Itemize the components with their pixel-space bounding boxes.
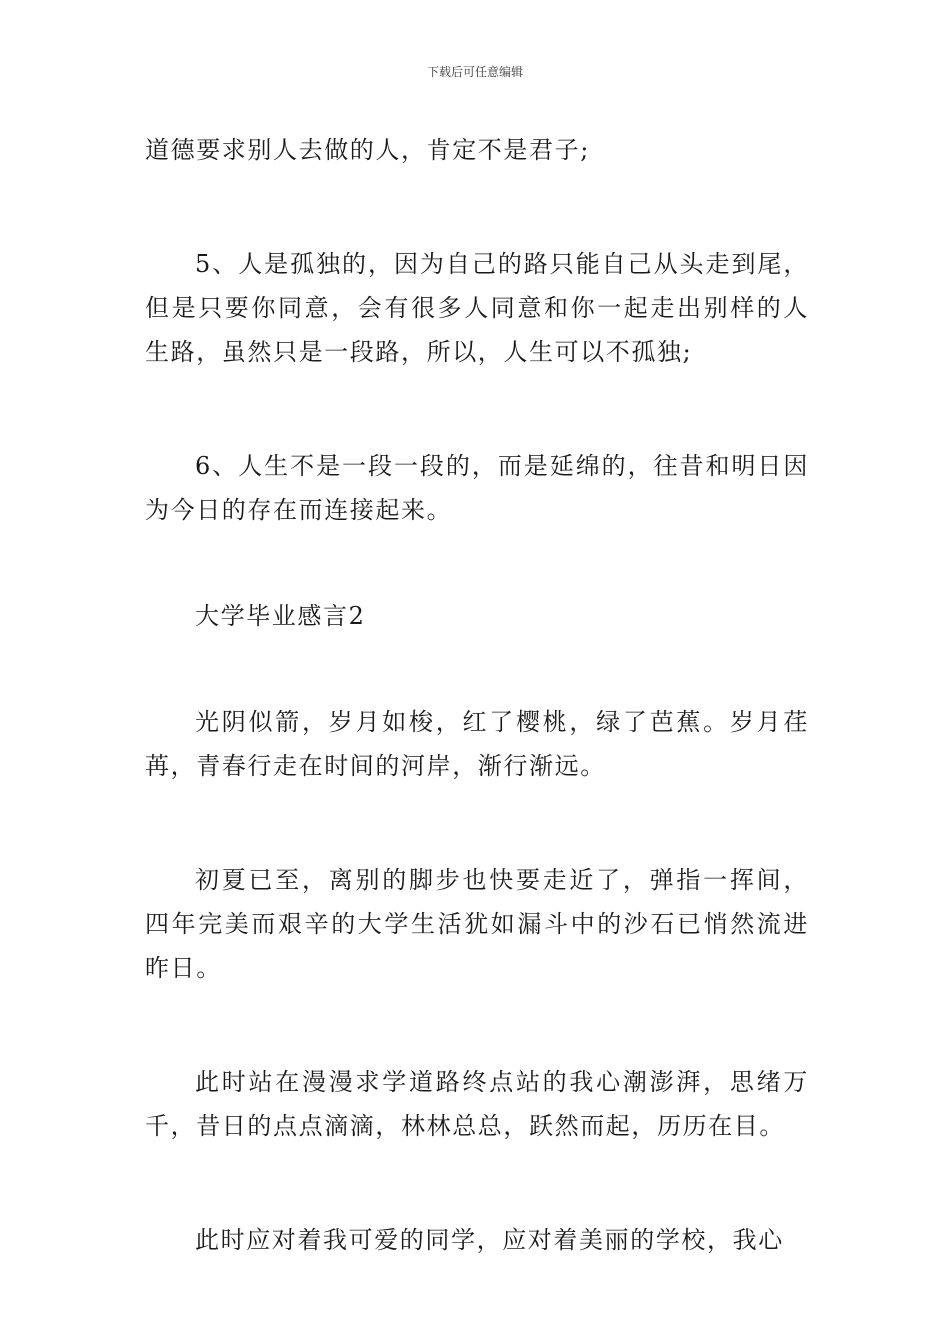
paragraph-early-summer: 初夏已至，离别的脚步也快要走近了，弹指一挥间，四年完美而艰辛的大学生活犹如漏斗中的沙石已悄然流进昨日。 (145, 866, 809, 982)
section-heading: 大学毕业感言2 (195, 602, 366, 630)
paragraph-classmates: 此时应对着我可爱的同学，应对着美丽的学校，我心 (195, 1226, 784, 1254)
paragraph-item-5: 5、人是孤独的，因为自己的路只能自己从头走到尾，但是只要你同意，会有很多人同意和你一起走出别样的人生路，虽然只是一段路，所以，人生可以不孤独; (145, 250, 809, 366)
paragraph-item-6: 6、人生不是一段一段的，而是延绵的，往昔和明日因为今日的存在而连接起来。 (145, 452, 809, 524)
paragraph-final-station: 此时站在漫漫求学道路终点站的我心潮澎湃，思绪万千，昔日的点点滴滴，林林总总，跃然而起，历历在目。 (145, 1068, 809, 1140)
document-body (145, 128, 809, 1262)
paragraph-continuation: 道德要求别人去做的人，肯定不是君子; (145, 136, 590, 164)
paragraph-time-passing: 光阴似箭，岁月如梭，红了樱桃，绿了芭蕉。岁月荏苒，青春行走在时间的河岸，渐行渐远。 (145, 708, 809, 780)
page-header: 下载后可任意编辑 (426, 65, 523, 79)
